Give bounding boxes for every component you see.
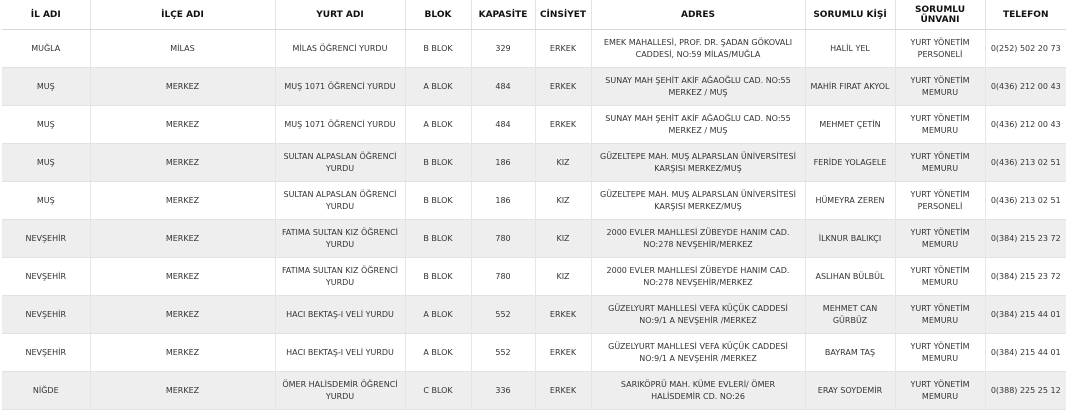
table-header	[2, 0, 1066, 30]
cell-sorumlu-unvani: YURT YÖNETİM MEMURU	[895, 334, 985, 372]
cell-il-adi: NEVŞEHİR	[2, 258, 90, 296]
cell-sorumlu-kisi: HALİL YEL	[805, 30, 895, 68]
header-ilce-adi[interactable]: İLÇE ADI	[90, 0, 275, 30]
cell-sorumlu-unvani: YURT YÖNETİM MEMURU	[895, 296, 985, 334]
header-yurt-adi[interactable]: YURT ADI	[275, 0, 405, 30]
header-cinsiyet[interactable]: CİNSİYET	[535, 0, 591, 30]
cell-kapasite: 552	[471, 296, 535, 334]
table-row	[2, 68, 1066, 106]
cell-blok: B BLOK	[405, 220, 471, 258]
table-row	[2, 334, 1066, 372]
cell-kapasite: 484	[471, 106, 535, 144]
cell-il-adi: MUĞLA	[2, 30, 90, 68]
dormitory-table-container	[2, 0, 1066, 410]
cell-sorumlu-kisi: MAHİR FIRAT AKYOL	[805, 68, 895, 106]
cell-sorumlu-unvani: YURT YÖNETİM PERSONELİ	[895, 182, 985, 220]
cell-kapasite: 780	[471, 220, 535, 258]
cell-cinsiyet: ERKEK	[535, 30, 591, 68]
cell-yurt-adi: MİLAS ÖĞRENCİ YURDU	[275, 30, 405, 68]
cell-telefon: 0(436) 212 00 43	[985, 68, 1066, 106]
header-telefon[interactable]: TELEFON	[985, 0, 1066, 30]
table-row	[2, 372, 1066, 410]
cell-kapasite: 484	[471, 68, 535, 106]
cell-telefon: 0(436) 212 00 43	[985, 106, 1066, 144]
cell-cinsiyet: ERKEK	[535, 296, 591, 334]
cell-sorumlu-unvani: YURT YÖNETİM MEMURU	[895, 144, 985, 182]
cell-cinsiyet: KIZ	[535, 258, 591, 296]
dormitory-table	[2, 0, 1066, 410]
cell-ilce-adi: MERKEZ	[90, 106, 275, 144]
cell-blok: A BLOK	[405, 296, 471, 334]
cell-yurt-adi: HACI BEKTAŞ-I VELİ YURDU	[275, 296, 405, 334]
header-row	[2, 0, 1066, 30]
header-blok[interactable]: BLOK	[405, 0, 471, 30]
cell-ilce-adi: MİLAS	[90, 30, 275, 68]
cell-ilce-adi: MERKEZ	[90, 182, 275, 220]
cell-blok: A BLOK	[405, 68, 471, 106]
cell-il-adi: MUŞ	[2, 182, 90, 220]
cell-adres: 2000 EVLER MAHLLESİ ZÜBEYDE HANIM CAD. NO:278 NEVŞEHİR/MERKEZ	[591, 220, 805, 258]
cell-il-adi: MUŞ	[2, 68, 90, 106]
cell-il-adi: NEVŞEHİR	[2, 296, 90, 334]
table-row	[2, 220, 1066, 258]
table-row	[2, 144, 1066, 182]
cell-ilce-adi: MERKEZ	[90, 258, 275, 296]
cell-adres: SARIKÖPRÜ MAH. KÜME EVLERİ/ ÖMER HALİSDEMİR CD. NO:26	[591, 372, 805, 410]
table-row	[2, 30, 1066, 68]
cell-yurt-adi: FATIMA SULTAN KIZ ÖĞRENCİ YURDU	[275, 220, 405, 258]
cell-kapasite: 186	[471, 144, 535, 182]
cell-sorumlu-kisi: MEHMET ÇETİN	[805, 106, 895, 144]
cell-cinsiyet: ERKEK	[535, 68, 591, 106]
header-il-adi[interactable]: İL ADI	[2, 0, 90, 30]
cell-telefon: 0(384) 215 23 72	[985, 258, 1066, 296]
cell-adres: GÜZELTEPE MAH. MUŞ ALPARSLAN ÜNİVERSİTESİ KARŞISI MERKEZ/MUŞ	[591, 182, 805, 220]
cell-blok: C BLOK	[405, 372, 471, 410]
cell-blok: B BLOK	[405, 182, 471, 220]
cell-telefon: 0(436) 213 02 51	[985, 182, 1066, 220]
cell-il-adi: NEVŞEHİR	[2, 334, 90, 372]
table-row	[2, 258, 1066, 296]
cell-sorumlu-unvani: YURT YÖNETİM MEMURU	[895, 220, 985, 258]
cell-adres: GÜZELYURT MAHLLESİ VEFA KÜÇÜK CADDESİ NO:9/1 A NEVŞEHİR /MERKEZ	[591, 296, 805, 334]
cell-blok: A BLOK	[405, 106, 471, 144]
header-adres[interactable]: ADRES	[591, 0, 805, 30]
cell-telefon: 0(384) 215 23 72	[985, 220, 1066, 258]
cell-sorumlu-kisi: ASLIHAN BÜLBÜL	[805, 258, 895, 296]
cell-cinsiyet: KIZ	[535, 182, 591, 220]
cell-sorumlu-kisi: ERAY SOYDEMİR	[805, 372, 895, 410]
cell-sorumlu-unvani: YURT YÖNETİM MEMURU	[895, 68, 985, 106]
cell-cinsiyet: ERKEK	[535, 372, 591, 410]
cell-telefon: 0(252) 502 20 73	[985, 30, 1066, 68]
header-sorumlu-kisi[interactable]: SORUMLU KİŞİ	[805, 0, 895, 30]
cell-sorumlu-unvani: YURT YÖNETİM MEMURU	[895, 372, 985, 410]
cell-adres: SUNAY MAH ŞEHİT AKİF AĞAOĞLU CAD. NO:55 MERKEZ / MUŞ	[591, 106, 805, 144]
table-body	[2, 30, 1066, 410]
header-kapasite[interactable]: KAPASİTE	[471, 0, 535, 30]
cell-sorumlu-unvani: YURT YÖNETİM PERSONELİ	[895, 30, 985, 68]
cell-blok: A BLOK	[405, 334, 471, 372]
cell-kapasite: 780	[471, 258, 535, 296]
table-row	[2, 182, 1066, 220]
cell-blok: B BLOK	[405, 144, 471, 182]
cell-yurt-adi: MUŞ 1071 ÖĞRENCİ YURDU	[275, 106, 405, 144]
cell-sorumlu-kisi: İLKNUR BALIKÇI	[805, 220, 895, 258]
cell-blok: B BLOK	[405, 258, 471, 296]
cell-blok: B BLOK	[405, 30, 471, 68]
cell-ilce-adi: MERKEZ	[90, 372, 275, 410]
cell-kapasite: 186	[471, 182, 535, 220]
cell-yurt-adi: MUŞ 1071 ÖĞRENCİ YURDU	[275, 68, 405, 106]
cell-kapasite: 336	[471, 372, 535, 410]
cell-adres: 2000 EVLER MAHLLESİ ZÜBEYDE HANIM CAD. NO:278 NEVŞEHİR/MERKEZ	[591, 258, 805, 296]
cell-yurt-adi: HACI BEKTAŞ-I VELİ YURDU	[275, 334, 405, 372]
cell-adres: GÜZELYURT MAHLLESİ VEFA KÜÇÜK CADDESİ NO:9/1 A NEVŞEHİR /MERKEZ	[591, 334, 805, 372]
cell-adres: GÜZELTEPE MAH. MUŞ ALPARSLAN ÜNİVERSİTESİ KARŞISI MERKEZ/MUŞ	[591, 144, 805, 182]
table-row	[2, 296, 1066, 334]
cell-ilce-adi: MERKEZ	[90, 334, 275, 372]
cell-sorumlu-kisi: HÜMEYRA ZEREN	[805, 182, 895, 220]
cell-il-adi: NİĞDE	[2, 372, 90, 410]
cell-ilce-adi: MERKEZ	[90, 144, 275, 182]
cell-cinsiyet: KIZ	[535, 220, 591, 258]
cell-yurt-adi: ÖMER HALİSDEMİR ÖĞRENCİ YURDU	[275, 372, 405, 410]
cell-sorumlu-kisi: BAYRAM TAŞ	[805, 334, 895, 372]
cell-telefon: 0(384) 215 44 01	[985, 334, 1066, 372]
cell-telefon: 0(388) 225 25 12	[985, 372, 1066, 410]
cell-il-adi: MUŞ	[2, 144, 90, 182]
cell-yurt-adi: SULTAN ALPASLAN ÖĞRENCİ YURDU	[275, 182, 405, 220]
cell-ilce-adi: MERKEZ	[90, 68, 275, 106]
cell-il-adi: MUŞ	[2, 106, 90, 144]
header-sorumlu-unvani[interactable]: SORUMLU ÜNVANI	[895, 0, 985, 30]
cell-telefon: 0(384) 215 44 01	[985, 296, 1066, 334]
cell-ilce-adi: MERKEZ	[90, 296, 275, 334]
cell-yurt-adi: FATIMA SULTAN KIZ ÖĞRENCİ YURDU	[275, 258, 405, 296]
cell-sorumlu-unvani: YURT YÖNETİM MEMURU	[895, 106, 985, 144]
cell-cinsiyet: ERKEK	[535, 334, 591, 372]
cell-adres: SUNAY MAH ŞEHİT AKİF AĞAOĞLU CAD. NO:55 MERKEZ / MUŞ	[591, 68, 805, 106]
cell-kapasite: 329	[471, 30, 535, 68]
table-row	[2, 106, 1066, 144]
cell-ilce-adi: MERKEZ	[90, 220, 275, 258]
cell-kapasite: 552	[471, 334, 535, 372]
cell-sorumlu-kisi: MEHMET CAN GÜRBÜZ	[805, 296, 895, 334]
cell-il-adi: NEVŞEHİR	[2, 220, 90, 258]
cell-sorumlu-unvani: YURT YÖNETİM MEMURU	[895, 258, 985, 296]
cell-telefon: 0(436) 213 02 51	[985, 144, 1066, 182]
cell-sorumlu-kisi: FERİDE YOLAGELE	[805, 144, 895, 182]
cell-adres: EMEK MAHALLESİ, PROF. DR. ŞADAN GÖKOVALI CADDESİ, NO:59 MİLAS/MUĞLA	[591, 30, 805, 68]
cell-cinsiyet: ERKEK	[535, 106, 591, 144]
cell-yurt-adi: SULTAN ALPASLAN ÖĞRENCİ YURDU	[275, 144, 405, 182]
cell-cinsiyet: KIZ	[535, 144, 591, 182]
